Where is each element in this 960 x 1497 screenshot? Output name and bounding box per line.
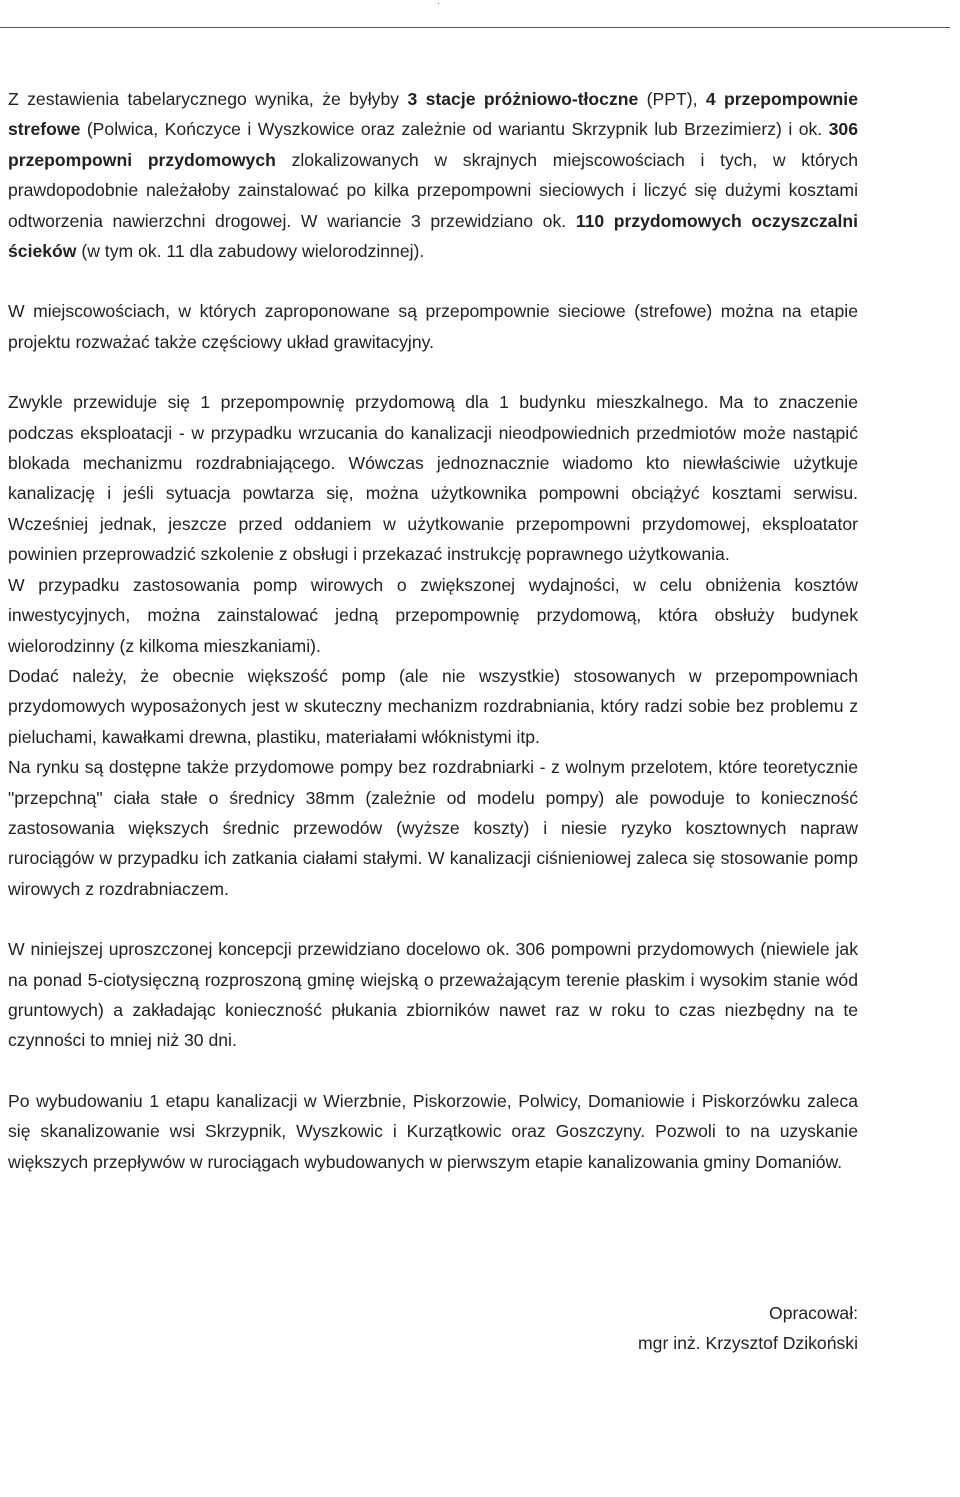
summary-bold-przydomowe: 306 przepompowni przydomowych <box>8 119 858 170</box>
signature-name: mgr inż. Krzysztof Dzikoński <box>638 1333 858 1354</box>
paragraph-grawitacyjny: W miejscowościach, w których zaproponowane są przepompownie sieciowe (strefowe) można na etapie projektu rozważać także częściowy układ grawitacyjny. <box>8 301 858 352</box>
paragraph-wolny-przelot: Na rynku są dostępne także przydomowe pompy bez rozdrabniarki - z wolnym przelotem, które teoretycznie "przepchną" ciała stałe o średnicy 38mm (zależnie od modelu pompy) ale powoduje to konieczność zastosowania większych średnic przewodów (wyższe koszty) i niesie ryzyko kosztownych napraw rurociągów w przypadku ich zatkania ciałami stałymi. W kanalizacji ciśnieniowej zaleca się stosowanie pomp wirowych z rozdrabniaczem. <box>8 757 858 899</box>
header-dot: . <box>437 0 440 7</box>
paragraph-rozdrabnianie: Dodać należy, że obecnie większość pomp (ale nie wszystkie) stosowanych w przepompowniach przydomowych wyposażonych jest w skuteczny mechanizm rozdrabniania, który radzi sobie bez problemu z pieluchami, kawałkami drewna, plastiku, materiałami włóknistymi itp. <box>8 665 858 747</box>
signature-label: Opracował: <box>769 1303 858 1323</box>
summary-bold-ppt: 3 stacje próżniowo-tłoczne <box>407 89 639 109</box>
summary-text-3: (Polwica, Kończyce i Wyszkowice oraz zależnie od wariantu Skrzypnik lub Brzezimierz) i ok. <box>80 119 829 140</box>
summary-bold-oczyszczalnie: 110 przydomowych oczyszczalni ścieków <box>8 210 858 262</box>
paragraph-eksploatacja: Zwykle przewiduje się 1 przepompownię przydomową dla 1 budynku mieszkalnego. Ma to znaczenie podczas eksploatacji - w przypadku wrzucania do kanalizacji nieodpowiednich przedmiotów może nastąpić blokada mechanizmu rozdrabniającego. Wówczas jednoznacznie wiadomo kto niewłaściwie użytkuje kanalizację i jeśli sytuacja powtarza się, można użytkownika pompowni obciążyć kosztami serwisu. Wcześniej jednak, jeszcze przed oddaniem w użytkowanie przepompowni przydomowej, eksploatator powinien przeprowadzić szkolenie z obsługi i przekazać instrukcję poprawnego użytkowania. <box>8 392 858 565</box>
header-rule <box>0 27 950 28</box>
summary-text-1: Z zestawienia tabelarycznego wynika, że byłyby <box>8 89 408 109</box>
signature-block <box>8 1298 858 1359</box>
summary-text-4: zlokalizowanych w skrajnych miejscowościach i tych, w których prawdopodobnie należałoby zainstalować po kilka przepompowni sieciowych i liczyć się dużymi kosztami odtworzenia nawierzchni drogowej. W wariancie 3 przewidziano ok. <box>8 149 859 231</box>
paragraph-etapy: Po wybudowaniu 1 etapu kanalizacji w Wierzbnie, Piskorzowie, Polwicy, Domaniowie i Piskorzówku zaleca się skanalizowanie wsi Skrzypnik, Wyszkowic i Kurzątkowic oraz Goszczyny. Pozwoli to na uzyskanie większych przepływów w rurociągach wybudowanych w pierwszym etapie kanalizowania gminy Domaniów. <box>8 1090 858 1172</box>
paragraph-koncepcja: W niniejszej uproszczonej koncepcji przewidziano docelowo ok. 306 pompowni przydomowych (niewiele jak na ponad 5-ciotysięczną rozproszoną gminę wiejską o przeważającym terenie płaskim i wysokim stanie wód gruntowych) a zakładając konieczność płukania zbiorników nawet raz w roku to czas niezbędny na te czynności to mniej niż 30 dni. <box>8 939 858 1051</box>
summary-bold-strefowe: 4 przepompownie strefowe <box>8 89 858 140</box>
summary-text-2: (PPT), <box>638 89 706 109</box>
document-body <box>8 84 858 1177</box>
paragraph-summary <box>8 84 858 266</box>
paragraph-pompy-wirowe: W przypadku zastosowania pomp wirowych o zwiększonej wydajności, w celu obniżenia kosztów inwestycyjnych, można zainstalować jedną przepompownię przydomową, która obsłuży budynek wielorodzinny (z kilkoma mieszkaniami). <box>8 574 858 656</box>
summary-text-5: (w tym ok. 11 dla zabudowy wielorodzinnej). <box>76 241 425 262</box>
